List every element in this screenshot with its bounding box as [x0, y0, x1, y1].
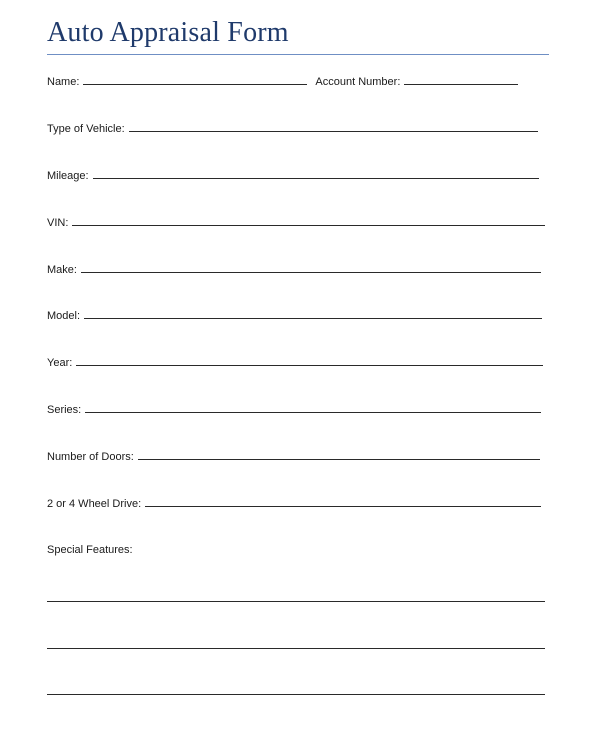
- wheel-drive-row: [47, 496, 541, 511]
- vin-row: [47, 215, 545, 230]
- name-label: Name:: [47, 76, 80, 88]
- title-divider: [47, 54, 549, 55]
- wheel-drive-label: 2 or 4 Wheel Drive:: [47, 498, 142, 510]
- wheel-drive-field[interactable]: [145, 496, 541, 507]
- type-of-vehicle-row: [47, 121, 538, 136]
- special-features-line-2[interactable]: [47, 648, 545, 649]
- series-label: Series:: [47, 404, 82, 416]
- model-field[interactable]: [84, 308, 542, 319]
- account-number-label: Account Number:: [315, 76, 401, 88]
- number-of-doors-label: Number of Doors:: [47, 451, 134, 463]
- page-title: Auto Appraisal Form: [47, 17, 289, 48]
- series-field[interactable]: [85, 402, 541, 413]
- make-label: Make:: [47, 264, 77, 276]
- make-field[interactable]: [81, 262, 541, 273]
- special-features-label: Special Features:: [47, 544, 133, 556]
- type-of-vehicle-field[interactable]: [129, 121, 538, 132]
- model-label: Model:: [47, 310, 81, 322]
- account-number-field[interactable]: [404, 74, 518, 85]
- series-row: [47, 402, 541, 417]
- name-field[interactable]: [83, 74, 307, 85]
- year-label: Year:: [47, 357, 73, 369]
- type-of-vehicle-label: Type of Vehicle:: [47, 123, 125, 135]
- special-features-row: [47, 543, 137, 557]
- mileage-field[interactable]: [93, 168, 539, 179]
- vin-field[interactable]: [72, 215, 545, 226]
- special-features-line-1[interactable]: [47, 601, 545, 602]
- year-field[interactable]: [76, 355, 543, 366]
- make-row: [47, 262, 541, 277]
- number-of-doors-field[interactable]: [138, 449, 540, 460]
- year-row: [47, 355, 543, 370]
- mileage-row: [47, 168, 539, 183]
- name-account-row: [47, 74, 518, 89]
- model-row: [47, 308, 542, 323]
- number-of-doors-row: [47, 449, 540, 464]
- mileage-label: Mileage:: [47, 170, 89, 182]
- vin-label: VIN:: [47, 217, 69, 229]
- special-features-line-3[interactable]: [47, 694, 545, 695]
